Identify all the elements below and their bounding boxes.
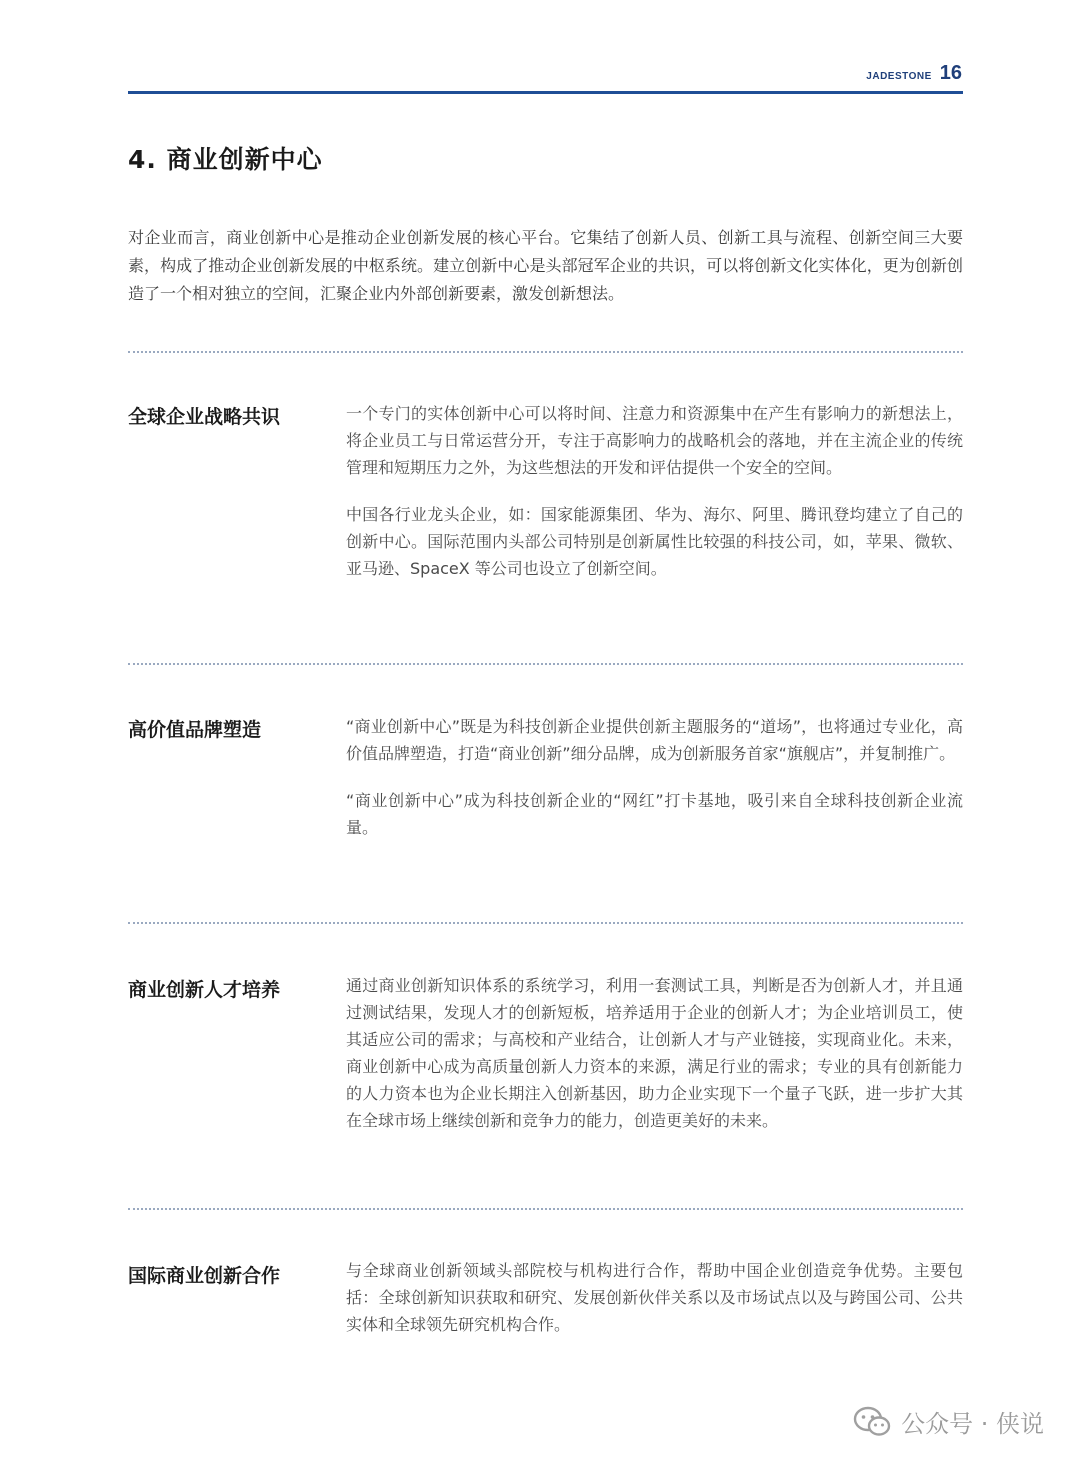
block-paragraph: 与全球商业创新领域头部院校与机构进行合作，帮助中国企业创造竞争优势。主要包括：全球创新知识获取和研究、发展创新伙伴关系以及市场试点以及与跨国公司、公共实体和全球领先研究机构合作。 [346, 1261, 963, 1334]
intro-paragraph: 对企业而言，商业创新中心是推动企业创新发展的核心平台。它集结了创新人员、创新工具与流程、创新空间三大要素，构成了推动企业创新发展的中枢系统。建立创新中心是头部冠军企业的共识，可以将创新文化实体化，更为创新创造了一个相对独立的空间，汇聚企业内外部创新要素，激发创新想法。 [128, 228, 963, 303]
block-paragraph: “商业创新中心”既是为科技创新企业提供创新主题服务的“道场”，也将通过专业化，高价值品牌塑造，打造“商业创新”细分品牌，成为创新服务首家“旗舰店”，并复制推广。 [346, 717, 963, 763]
block-body-brand [346, 713, 963, 861]
block-body-talent [346, 972, 963, 1154]
header-brand [866, 62, 962, 85]
brand-name: JADESTONE [866, 71, 932, 82]
header-rule [128, 91, 963, 94]
block-body-strategy [346, 400, 963, 602]
block-heading-talent: 商业创新人才培养 [128, 979, 281, 1001]
block-heading-cooperation: 国际商业创新合作 [128, 1265, 281, 1287]
block-body-cooperation [346, 1257, 963, 1358]
block-paragraph: 中国各行业龙头企业，如：国家能源集团、华为、海尔、阿里、腾讯登均建立了自己的创新中心。国际范围内头部公司特别是创新属性比较强的科技公司，如，苹果、微软、亚马逊、SpaceX 等公司也设立了创新空间。 [346, 505, 963, 578]
wechat-icon [853, 1406, 891, 1438]
block-paragraph: 通过商业创新知识体系的系统学习，利用一套测试工具，判断是否为创新人才，并且通过测试结果，发现人才的创新短板，培养适用于企业的创新人才；为企业培训员工，使其适应公司的需求；与高校和产业结合，让创新人才与产业链接，实现商业化。未来，商业创新中心成为高质量创新人力资本的来源，满足行业的需求；专业的具有创新能力的人力资本也为企业长期注入创新基因，助力企业实现下一个量子飞跃，进一步扩大其在全球市场上继续创新和竞争力的能力，创造更美好的未来。 [346, 976, 963, 1130]
block-heading-strategy: 全球企业战略共识 [128, 406, 281, 428]
block-heading-brand: 高价值品牌塑造 [128, 719, 262, 741]
block-paragraph: “商业创新中心”成为科技创新企业的“网红”打卡基地，吸引来自全球科技创新企业流量。 [346, 791, 963, 837]
section-divider [128, 922, 963, 924]
section-divider [128, 351, 963, 353]
watermark [853, 1404, 1044, 1439]
page-number: 16 [939, 62, 962, 84]
block-paragraph: 一个专门的实体创新中心可以将时间、注意力和资源集中在产生有影响力的新想法上，将企业员工与日常运营分开，专注于高影响力的战略机会的落地，并在主流企业的传统管理和短期压力之外，为这些想法的开发和评估提供一个安全的空间。 [346, 404, 963, 477]
section-title: 4. 商业创新中心 [128, 145, 323, 174]
section-divider [128, 663, 963, 665]
watermark-text: 公众号 · 侠说 [901, 1410, 1044, 1438]
section-divider [128, 1208, 963, 1210]
